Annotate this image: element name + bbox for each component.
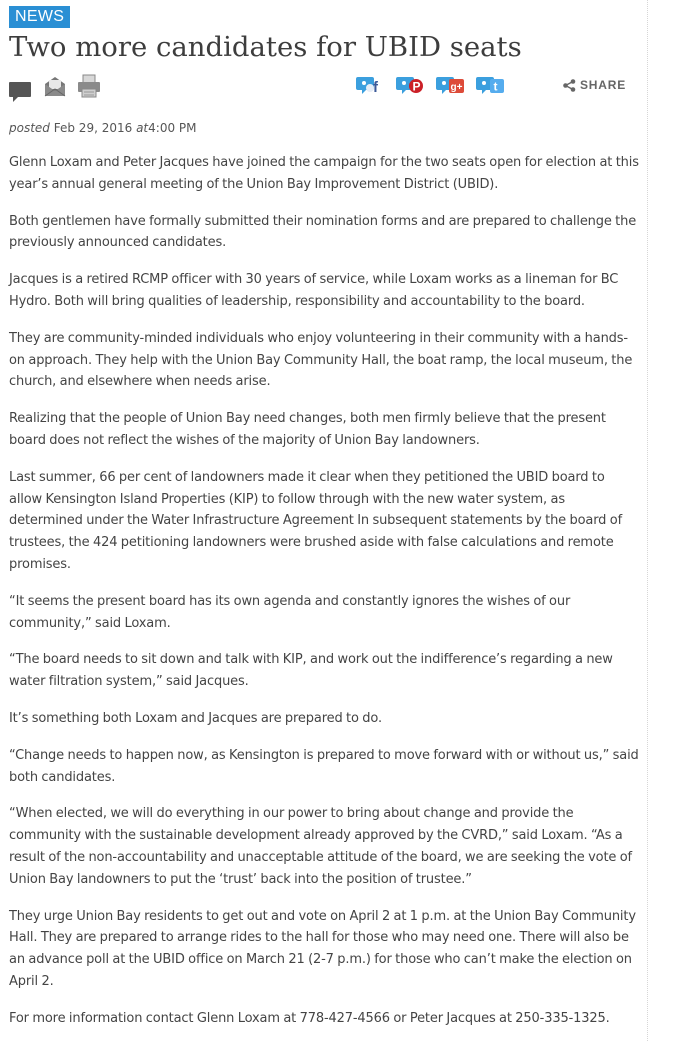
post-date: Feb 29, 2016 [53, 121, 133, 135]
article-paragraph: They urge Union Bay residents to get out and vote on April 2 at 1 p.m. at the Union Bay Community Hall. They are prepared to arrange rides to the hall for those who may need one. There will also be an advance poll at the UBID office on March 21 (2-7 p.m.) for those who can’t make the election on April 2. [9, 908, 636, 989]
article-paragraph: “Change needs to happen now, as Kensington is prepared to move forward with or without us,” said both candidates. [9, 747, 639, 785]
article-paragraph: “The board needs to sit down and talk with KIP, and work out the indifference’s regarding a new water filtration system,” said Jacques. [9, 652, 613, 690]
pinterest-icon[interactable] [396, 74, 426, 96]
at-label: at [136, 121, 149, 135]
article-paragraph: “When elected, we will do everything in our power to bring about change and provide the community with the sustainable development already approved by the CVRD,” said Loxam. “As a result of the non-accountability and unacceptable attitude of the board, we are seeking the vote of Union Bay landowners to put the ‘trust’ back into the position of trustee.” [9, 806, 632, 887]
post-meta [9, 119, 197, 137]
posted-label: posted [9, 121, 50, 135]
svg-text:P: P [412, 79, 421, 94]
twitter-icon[interactable] [476, 74, 506, 96]
category-badge[interactable]: NEWS [9, 6, 70, 28]
article-paragraph: Realizing that the people of Union Bay need changes, both men firmly believe that the present board does not reflect the wishes of the majority of Union Bay landowners. [9, 411, 606, 448]
share-icon [563, 79, 576, 92]
article-body [9, 152, 639, 1030]
column-divider [647, 0, 648, 1041]
article-paragraph: Both gentlemen have formally submitted their nomination forms and are prepared to challenge the previously announced candidates. [9, 213, 637, 251]
email-icon[interactable] [43, 74, 69, 100]
article-paragraph: Glenn Loxam and Peter Jacques have joined the campaign for the two seats open for election at this year’s annual general meeting of the Union Bay Improvement District (UBID). [9, 155, 639, 192]
post-time: 4:00 PM [148, 121, 197, 135]
facebook-icon[interactable] [356, 74, 386, 96]
article-paragraph: They are community-minded individuals who enjoy volunteering in their community with a hands-on approach. They help with the Union Bay Community Hall, the boat ramp, the local museum, the church, and elsewhere when needs arise. [9, 330, 633, 390]
article-paragraph: Last summer, 66 per cent of landowners made it clear when they petitioned the UBID board to allow Kensington Island Properties (KIP) to follow through with the new water system, as determined under the Water Infrastructure Agreement In subsequent statements by the board of trustees, the 424 petitioning landowners were brushed aside with false calculations and remote promises. [9, 469, 622, 572]
google-plus-icon[interactable] [436, 74, 466, 96]
article-headline: Two more candidates for UBID seats [9, 31, 522, 63]
svg-text:t: t [493, 79, 498, 94]
print-icon[interactable] [77, 74, 103, 100]
article-paragraph: It’s something both Loxam and Jacques are prepared to do. [9, 710, 382, 726]
svg-text:g+: g+ [450, 82, 463, 93]
svg-text:f: f [373, 79, 378, 96]
article-paragraph: For more information contact Glenn Loxam at 778-427-4566 or Peter Jacques at 250-335-1325. [9, 1010, 610, 1026]
article-paragraph: “It seems the present board has its own agenda and constantly ignores the wishes of our community,” said Loxam. [9, 593, 571, 631]
share-label: SHARE [580, 78, 627, 92]
comment-icon[interactable] [9, 80, 35, 106]
article-paragraph: Jacques is a retired RCMP officer with 30 years of service, while Loxam works as a lineman for BC Hydro. Both will bring qualities of leadership, responsibility and accountability to the board. [9, 272, 619, 309]
